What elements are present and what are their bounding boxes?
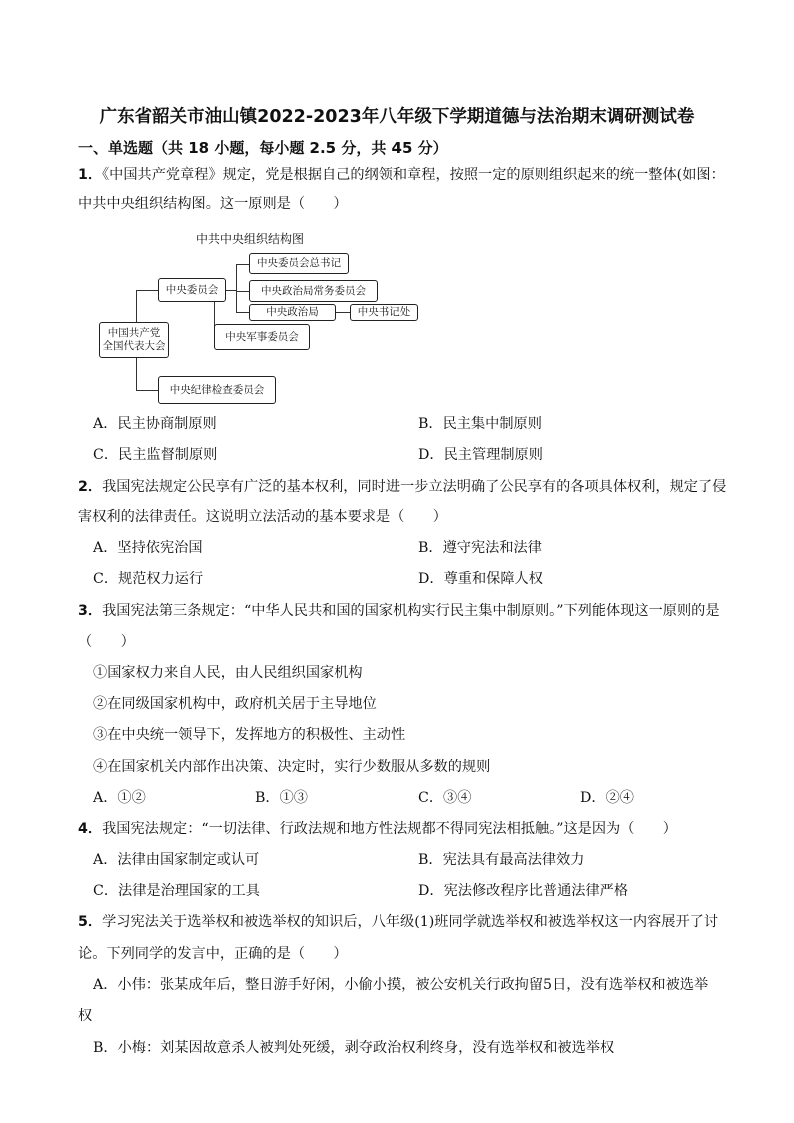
q1-line1 bbox=[78, 165, 725, 185]
q4-option-a[interactable]: A．法律由国家制定或认可 bbox=[93, 852, 260, 868]
q2-option-d[interactable]: D．尊重和保障人权 bbox=[418, 571, 543, 587]
q5-stem-2: 论。下列同学的发言中，正确的是（ ） bbox=[78, 946, 348, 962]
q3-option-a[interactable]: A．①② bbox=[93, 790, 146, 806]
connector-to-politburo bbox=[236, 312, 249, 313]
politburo-box: 中央政治局 bbox=[249, 304, 336, 321]
secretariat-box: 中央书记处 bbox=[350, 304, 418, 321]
q3-option-d[interactable]: D．②④ bbox=[580, 790, 634, 806]
q4-option-b[interactable]: B．宪法具有最高法律效力 bbox=[418, 852, 585, 868]
connector-cc-right bbox=[226, 290, 236, 291]
central-committee-box: 中央委员会 bbox=[158, 278, 226, 302]
q1-stem-2: 中共中央组织结构图。这一原则是（ ） bbox=[78, 196, 348, 212]
section-heading: 一、单选题（共 18 小题，每小题 2.5 分，共 45 分） bbox=[78, 139, 448, 157]
q1-stem-1: 《中国共产党章程》规定，党是根据自己的纲领和章程，按照一定的原则组织起来的统一整体(如图： bbox=[102, 167, 725, 183]
q3-stem-1: 我国宪法第三条规定：“中华人民共和国的国家机构实行民主集中制原则。”下列能体现这一原则的是 bbox=[102, 603, 720, 619]
connector-to-central-committee bbox=[136, 290, 158, 291]
q3-item-2: ②在同级国家机构中，政府机关居于主导地位 bbox=[93, 696, 377, 712]
q4-option-d[interactable]: D．宪法修改程序比普通法律严格 bbox=[418, 883, 629, 899]
connector-to-discipline bbox=[136, 390, 158, 391]
q2-option-c[interactable]: C．规范权力运行 bbox=[93, 571, 204, 587]
q2-number: 2． bbox=[78, 479, 103, 495]
q3-line1 bbox=[78, 601, 720, 621]
q5-number: 5． bbox=[78, 914, 103, 930]
standing-committee-box: 中央政治局常务委员会 bbox=[249, 280, 378, 302]
discipline-commission-box: 中央纪律检查委员会 bbox=[158, 376, 276, 404]
q3-number: 3． bbox=[78, 603, 103, 619]
connector-to-secretariat bbox=[336, 312, 350, 313]
q4-line1 bbox=[78, 819, 677, 839]
q3-option-b[interactable]: B．①③ bbox=[255, 790, 308, 806]
q3-item-4: ④在国家机关内部作出决策、决定时，实行少数服从多数的规则 bbox=[93, 759, 491, 775]
q3-option-c[interactable]: C．③④ bbox=[418, 790, 472, 806]
q5-option-a-line1[interactable]: A．小伟：张某成年后，整日游手好闲，小偷小摸，被公安机关行政拘留5日，没有选举权和被选举 bbox=[93, 977, 709, 993]
q1-option-b[interactable]: B．民主集中制原则 bbox=[418, 416, 542, 432]
q4-stem-1: 我国宪法规定：“一切法律、行政法规和地方性法规都不得同宪法相抵触。”这是因为（ ） bbox=[102, 821, 677, 837]
q2-stem-2: 害权利的法律责任。这说明立法活动的基本要求是（ ） bbox=[78, 509, 447, 525]
q2-option-b[interactable]: B．遵守宪法和法律 bbox=[418, 540, 542, 556]
q5-option-b[interactable]: B．小梅：刘某因故意杀人被判处死缓，剥夺政治权利终身，没有选举权和被选举权 bbox=[93, 1040, 615, 1056]
q5-stem-1: 学习宪法关于选举权和被选举权的知识后，八年级(1)班同学就选举权和被选举权这一内容展开了讨 bbox=[102, 914, 719, 930]
general-secretary-box: 中央委员会总书记 bbox=[249, 253, 349, 274]
q1-option-c[interactable]: C．民主监督制原则 bbox=[93, 447, 218, 463]
q1-option-d[interactable]: D．民主管理制原则 bbox=[418, 447, 543, 463]
q2-line1 bbox=[78, 477, 726, 497]
q3-stem-2: （ ） bbox=[78, 634, 135, 650]
connector-to-secretary bbox=[236, 264, 249, 265]
q4-option-c[interactable]: C．法律是治理国家的工具 bbox=[93, 883, 260, 899]
diagram-title: 中共中央组织结构图 bbox=[196, 232, 305, 246]
q1-option-a[interactable]: A．民主协商制原则 bbox=[93, 416, 217, 432]
q5-option-a-line2[interactable]: 权 bbox=[78, 1008, 93, 1024]
q2-stem-1: 我国宪法规定公民享有广泛的基本权利，同时进一步立法明确了公民享有的各项具体权利，规定了侵 bbox=[102, 479, 727, 495]
q1-number: 1． bbox=[78, 167, 103, 183]
connector-to-standing bbox=[236, 291, 249, 292]
connector-cc-vertical bbox=[236, 264, 237, 312]
military-commission-box: 中央军事委员会 bbox=[214, 324, 310, 350]
q3-item-1: ①国家权力来自人民，由人民组织国家机构 bbox=[93, 665, 363, 681]
q5-line1 bbox=[78, 912, 718, 932]
q3-item-3: ③在中央统一领导下，发挥地方的积极性、主动性 bbox=[93, 727, 406, 743]
national-congress-box: 中国共产党 全国代表大会 bbox=[99, 322, 169, 358]
exam-title: 广东省韶关市油山镇2022-2023年八年级下学期道德与法治期末调研测试卷 bbox=[99, 107, 695, 127]
org-structure-diagram bbox=[96, 226, 426, 408]
q4-number: 4． bbox=[78, 821, 103, 837]
q2-option-a[interactable]: A．坚持依宪治国 bbox=[93, 540, 203, 556]
